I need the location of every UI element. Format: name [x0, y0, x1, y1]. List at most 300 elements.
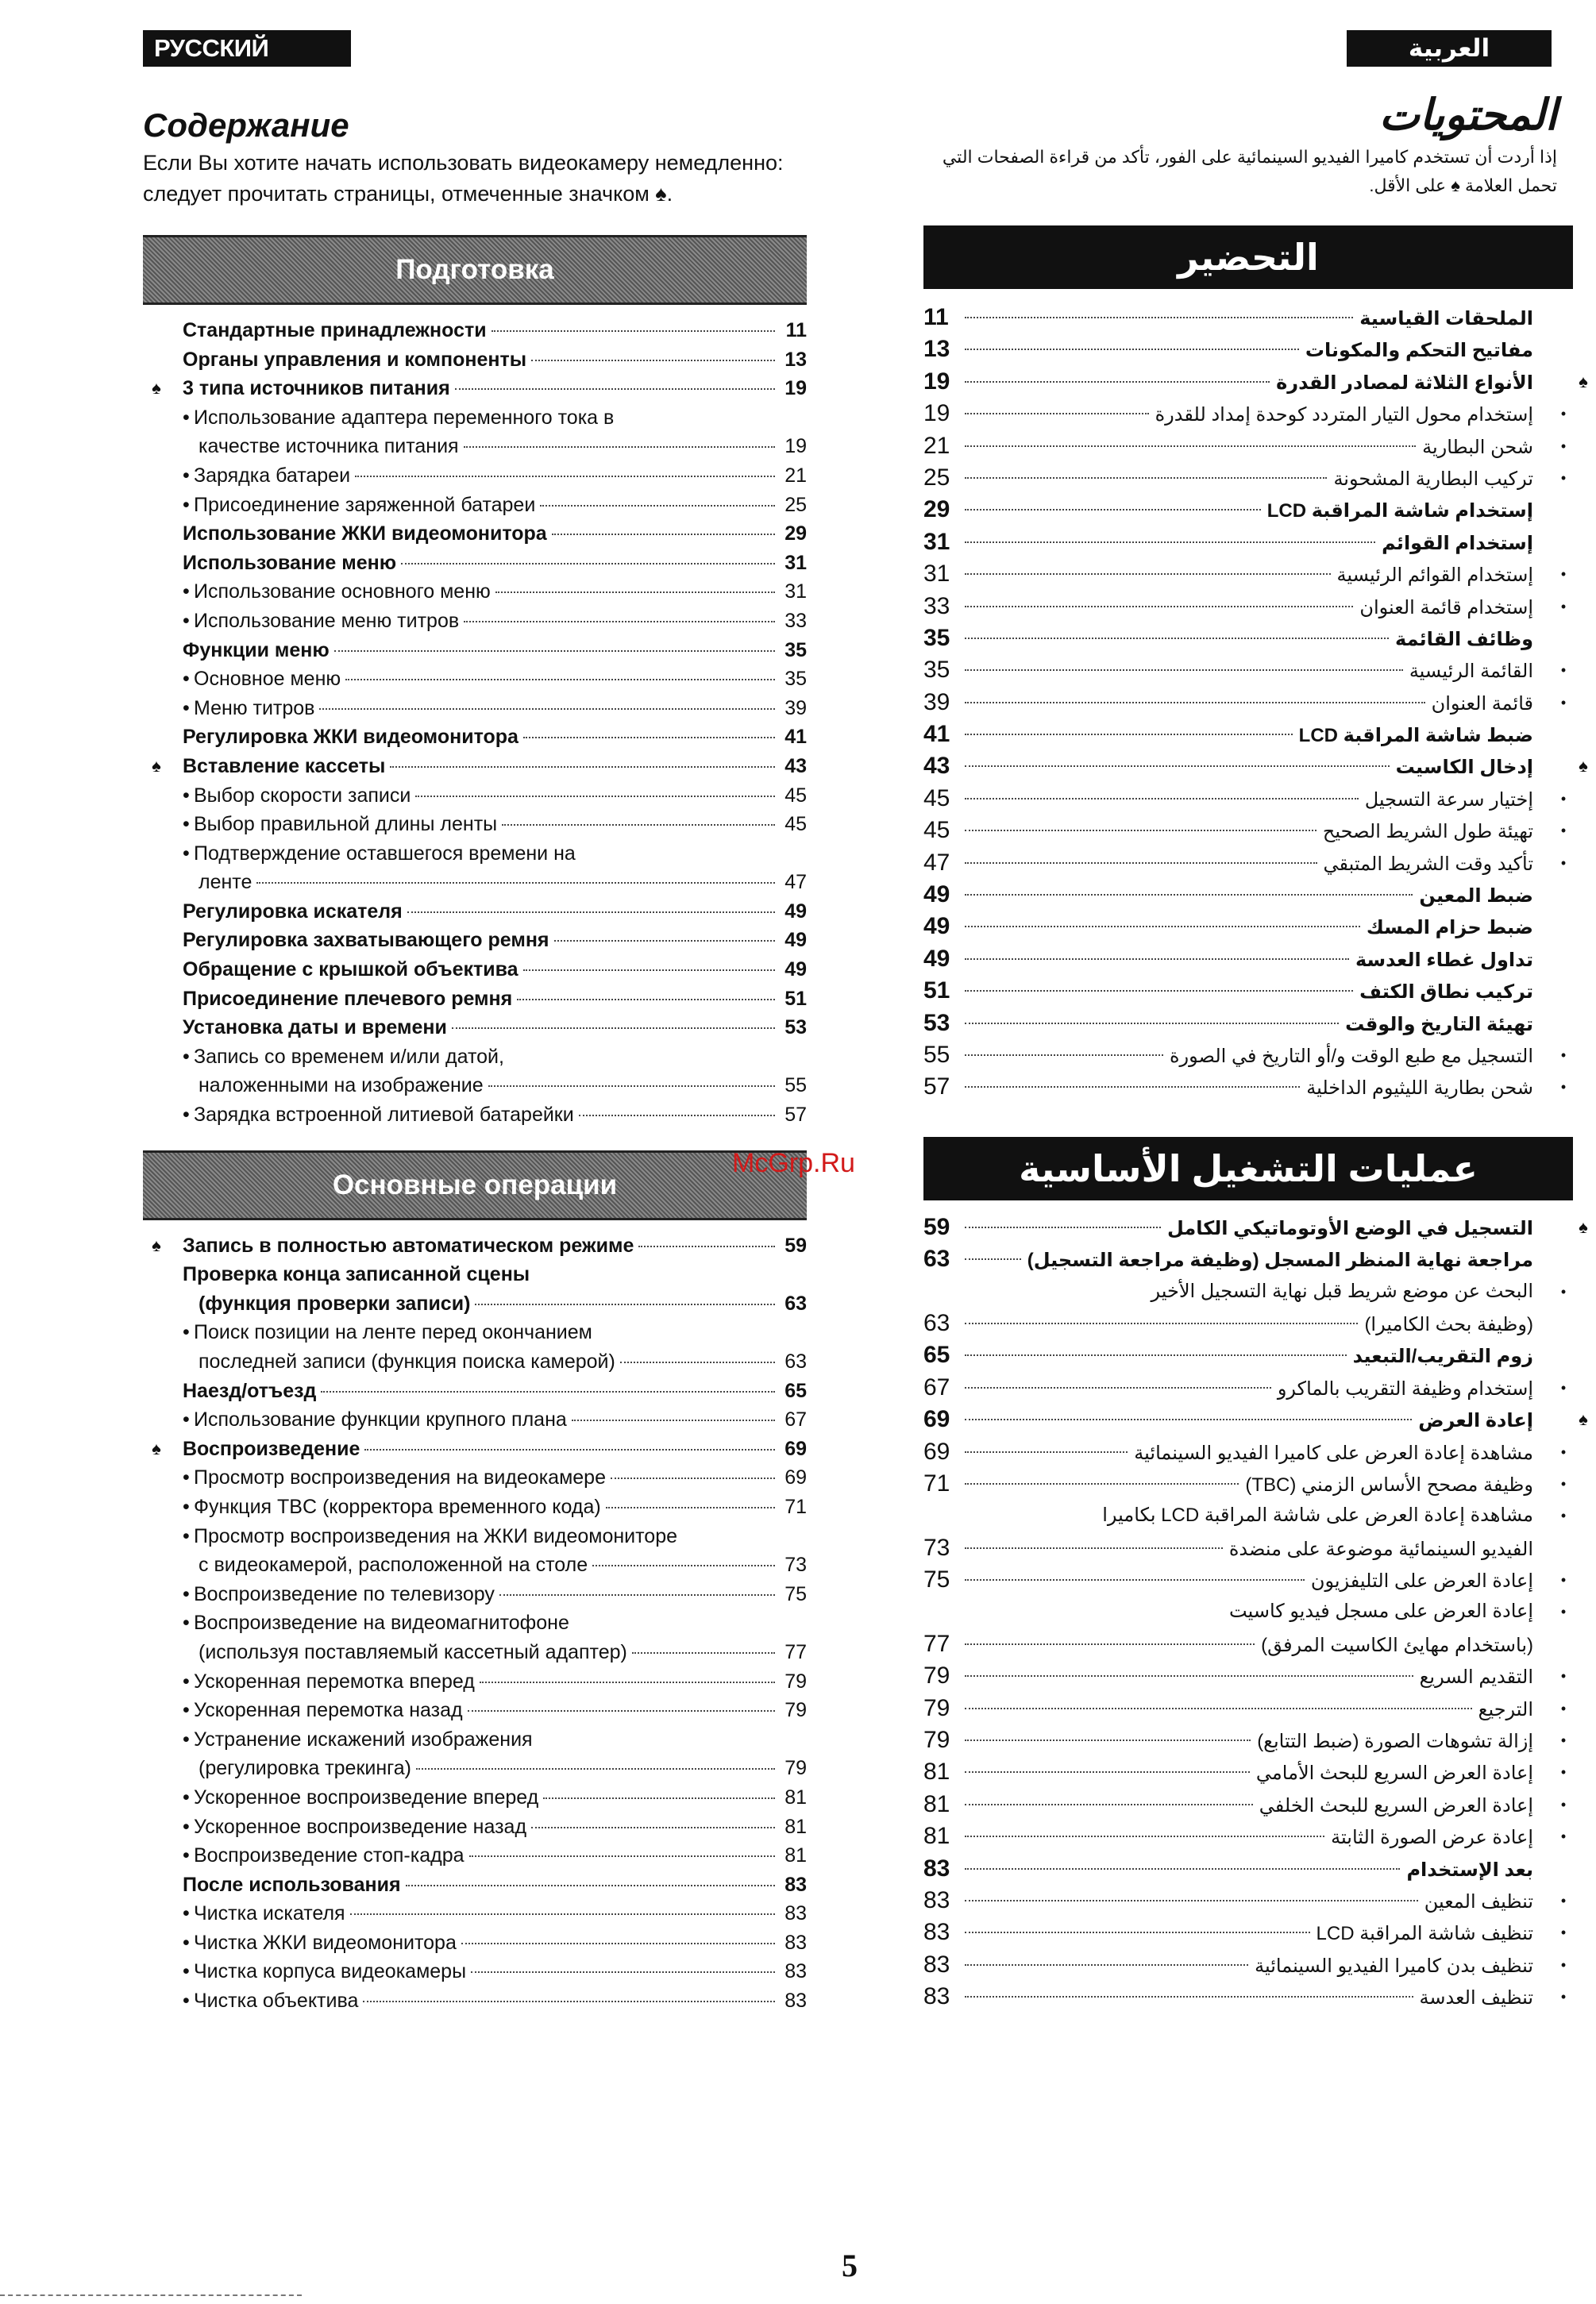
arabic-toc-entry-text: إستخدام قائمة العنوان [1359, 596, 1533, 618]
arabic-toc-entry [923, 1372, 1573, 1404]
bullet-icon: • [183, 406, 190, 429]
toc-entry-title [183, 491, 535, 520]
arabic-toc-entry-text: ضبط حزام المسك [1366, 917, 1533, 939]
toc-entry-text: Ускоренное воспроизведение назад [194, 1815, 527, 1838]
dot-leader [499, 1594, 775, 1596]
bullet-icon: • [183, 696, 190, 719]
bullet-icon: • [1560, 1079, 1567, 1096]
arabic-toc-entry-text: مشاهدة إعادة العرض على شاشة المراقبة LCD بكاميرا [1102, 1505, 1533, 1527]
arabic-toc-entry [923, 398, 1573, 430]
bullet-icon: • [1560, 1283, 1567, 1300]
bullet-icon: • [183, 1786, 190, 1809]
toc-entry [152, 374, 807, 403]
toc-page-number: 45 [923, 817, 950, 844]
toc-entry-continuation: ленте [199, 871, 253, 894]
dot-leader [464, 621, 775, 622]
dot-leader [464, 446, 775, 448]
toc-page-number: 59 [785, 1234, 807, 1257]
toc-entry-text: Воспроизведение стоп-кадра [194, 1844, 465, 1867]
toc-sub-entry [183, 1841, 807, 1871]
spade-icon: ♠ [1579, 756, 1588, 776]
arabic-toc-entry-text: إعادة العرض على مسجل فيديو كاسيت [1229, 1601, 1533, 1623]
toc-entry-text: Зарядка встроенной литиевой батарейки [194, 1104, 574, 1127]
arabic-toc-entry-text: (باستخدام مهايئ الكاسيت المرفق) [1261, 1634, 1533, 1656]
toc-page-number: 31 [785, 551, 807, 574]
toc-entry-row [183, 1463, 807, 1493]
toc-entry-text: Чистка искателя [194, 1902, 345, 1925]
arabic-toc-entry [923, 750, 1588, 782]
arabic-toc-entry [923, 462, 1573, 494]
toc-entry-title [183, 955, 519, 984]
dot-leader [495, 591, 775, 593]
toc-entry-text: Присоединение заряженной батареи [194, 493, 536, 516]
arabic-toc-entry [923, 1596, 1573, 1628]
toc-sub-entry [183, 403, 807, 461]
arabic-toc-entry [923, 1468, 1573, 1500]
toc-page-number: 49 [923, 913, 950, 940]
dot-leader [407, 911, 775, 913]
arabic-toc-entry-row [923, 333, 1573, 367]
toc-page-number: 75 [785, 1582, 807, 1605]
toc-entry-title [183, 810, 497, 839]
arabic-toc-entry-text: إعادة عرض الصورة الثابتة [1331, 1827, 1533, 1849]
toc-entry-title [183, 1580, 495, 1609]
toc-entry-row [183, 549, 807, 578]
toc-page-number: 25 [923, 464, 950, 491]
toc-entry-title [183, 1260, 530, 1289]
dot-leader [965, 477, 1327, 479]
toc-entry-row [183, 1667, 807, 1697]
toc-entry-title [183, 1100, 574, 1130]
arabic-section-banner-preparation: التحضير [923, 225, 1573, 289]
toc-entry-continuation: (регулировка трекинга) [199, 1757, 411, 1780]
toc-page-number: 51 [785, 987, 807, 1010]
toc-entry-row [183, 722, 807, 752]
toc-entry-row [183, 1609, 807, 1638]
spade-icon: ♠ [152, 755, 161, 776]
toc-entry [183, 926, 807, 955]
toc-entry-text: 3 типа источников питания [183, 377, 450, 400]
toc-entry-continuation-row [183, 1551, 807, 1580]
toc-entry-row [183, 491, 807, 520]
dot-leader [523, 737, 775, 738]
arabic-toc-entry [923, 1853, 1573, 1885]
bullet-icon: • [1560, 469, 1567, 486]
bullet-icon: • [183, 580, 190, 603]
russian-section-banner-preparation: Подготовка [143, 235, 807, 305]
toc-sub-entry [183, 491, 807, 520]
arabic-toc-entry-row [923, 1404, 1573, 1437]
dot-leader [965, 1086, 1300, 1088]
arabic-toc-entry-row [923, 719, 1573, 752]
toc-page-number: 19 [785, 377, 807, 400]
toc-page-number: 79 [785, 1670, 807, 1693]
arabic-toc-entry-text: التقديم السريع [1419, 1666, 1533, 1689]
bullet-icon: • [1560, 790, 1567, 807]
toc-entry [183, 1260, 807, 1318]
arabic-toc-entry-text: الترجيع [1478, 1698, 1533, 1720]
toc-entry-row [183, 1231, 807, 1261]
arabic-toc-entry-text: تهيئة التاريخ والوقت [1345, 1013, 1533, 1035]
arabic-toc-entry [923, 654, 1573, 686]
dot-leader [965, 669, 1403, 671]
russian-contents-column [143, 103, 807, 2016]
toc-page-number: 35 [923, 657, 950, 684]
toc-page-number: 19 [785, 435, 807, 458]
arabic-toc-entry [923, 1308, 1573, 1339]
toc-entry-text: Функции меню [183, 638, 330, 661]
toc-entry-text: Обращение с крышкой объектива [183, 958, 519, 981]
arabic-toc-entry [923, 1885, 1573, 1917]
arabic-toc-entry [923, 1532, 1573, 1564]
toc-entry-text: Выбор правильной длины ленты [194, 813, 498, 836]
dot-leader [965, 1836, 1324, 1837]
spade-icon: ♠ [1579, 371, 1588, 391]
toc-sub-entry [183, 1783, 807, 1813]
bullet-icon: • [1560, 1732, 1567, 1749]
toc-entry-continuation-row [183, 432, 807, 461]
dot-leader [965, 1964, 1248, 1966]
arabic-toc-entry-row [923, 1596, 1573, 1628]
toc-entry-text: Поиск позиции на ленте перед окончанием [194, 1321, 592, 1344]
spade-icon: ♠ [152, 1235, 161, 1255]
toc-entry-text: Ускоренная перемотка вперед [194, 1670, 475, 1693]
toc-sub-entry [183, 1667, 807, 1697]
dot-leader [965, 1868, 1400, 1870]
toc-entry-row [183, 1725, 807, 1755]
toc-entry-title [183, 1042, 504, 1072]
toc-entry-title [183, 1013, 447, 1042]
arabic-toc-entry-text: إستخدام القوائم الرئيسية [1336, 564, 1533, 587]
dot-leader [531, 1827, 775, 1828]
dot-leader [552, 534, 775, 535]
bullet-icon: • [183, 1104, 190, 1127]
dot-leader [965, 1708, 1472, 1709]
toc-page-number: 21 [923, 432, 950, 459]
toc-sub-entry [183, 1899, 807, 1928]
toc-entry-title [183, 665, 341, 694]
toc-entry-continuation: с видеокамерой, расположенной на столе [199, 1554, 588, 1577]
arabic-toc-entry [923, 1436, 1573, 1468]
bullet-icon: • [1560, 598, 1567, 615]
arabic-toc-entry-row [923, 1949, 1573, 1982]
toc-page-number: 53 [923, 1009, 950, 1036]
toc-entry-row [183, 374, 807, 403]
toc-entry-text: После использования [183, 1873, 401, 1896]
russian-page-title: Содержание [143, 106, 349, 144]
dot-leader [256, 882, 775, 884]
toc-entry-title [183, 1813, 526, 1842]
arabic-toc-entry [923, 366, 1588, 398]
arabic-toc-entry-row [923, 1372, 1573, 1405]
toc-entry-row [183, 1522, 807, 1551]
bullet-icon: • [183, 813, 190, 836]
toc-entry-row [183, 665, 807, 694]
arabic-toc-entry-row [923, 1308, 1573, 1341]
toc-entry-title [183, 519, 547, 549]
dot-leader [638, 1246, 775, 1247]
arabic-toc-entry [923, 1500, 1573, 1532]
arabic-toc-entry [923, 1628, 1573, 1660]
toc-entry-row [183, 955, 807, 984]
arabic-toc-preparation [923, 302, 1588, 1104]
arabic-toc-entry-text: تهيئة طول الشريط الصحيح [1322, 821, 1533, 843]
arabic-toc-entry-text: إستخدام القوائم [1382, 532, 1533, 554]
arabic-toc-entry [923, 430, 1573, 462]
arabic-toc-entry-text: إستخدام محول التيار المتردد كوحدة إمداد للقدرة [1155, 404, 1533, 426]
arabic-toc-entry [923, 1756, 1573, 1788]
arabic-toc-entry [923, 1949, 1573, 1981]
bullet-icon: • [1560, 662, 1567, 679]
toc-page-number: 51 [923, 977, 950, 1004]
toc-entry-title [183, 345, 526, 375]
arabic-toc-entry-text: إعادة العرض [1418, 1410, 1533, 1432]
bullet-icon: • [183, 842, 190, 865]
toc-sub-entry [183, 1957, 807, 1986]
toc-entry-title [183, 839, 576, 869]
arabic-toc-entry [923, 494, 1573, 526]
toc-entry-title [183, 1841, 465, 1871]
bullet-icon: • [1560, 1828, 1567, 1845]
arabic-toc-entry-text: تنظيف العدسة [1419, 1987, 1533, 2009]
russian-toc-basic-operations [143, 1231, 807, 2016]
toc-page-number: 29 [923, 496, 950, 523]
toc-entry [183, 316, 807, 345]
arabic-toc-entry-text: تركيب نطاق الكتف [1359, 981, 1533, 1004]
bullet-icon: • [1560, 1764, 1567, 1781]
arabic-toc-entry-text: تداول غطاء العدسة [1355, 949, 1533, 971]
toc-page-number: 11 [923, 304, 949, 330]
bullet-icon: • [1560, 1796, 1567, 1813]
toc-page-number: 77 [785, 1640, 807, 1663]
toc-sub-entry [183, 1318, 807, 1376]
bullet-icon: • [1560, 1956, 1567, 1973]
arabic-toc-entry [923, 1404, 1588, 1435]
toc-entry-title [183, 1667, 475, 1697]
toc-entry-title [183, 694, 314, 723]
toc-page-number: 65 [923, 1342, 950, 1369]
arabic-toc-entry-row [923, 1039, 1573, 1073]
toc-page-number: 47 [923, 849, 950, 876]
arabic-toc-entry [923, 879, 1573, 911]
toc-entry-title [183, 1783, 538, 1813]
toc-page-number: 83 [785, 1931, 807, 1954]
dot-leader [415, 796, 775, 797]
arabic-toc-entry-text: إعادة العرض السريع للبحث الخلفي [1259, 1794, 1533, 1817]
bullet-icon: • [1560, 823, 1567, 839]
arabic-toc-entry-text: ضبط شاشة المراقبة LCD [1298, 725, 1533, 747]
arabic-toc-entry-text: وظيفة مصحح الأساس الزمني (TBC) [1245, 1474, 1533, 1496]
toc-page-number: 81 [785, 1844, 807, 1867]
toc-sub-entry [183, 1696, 807, 1725]
toc-sub-entry [183, 1725, 807, 1783]
arabic-toc-entry-text: تنظيف بدن كاميرا الفيديو السينمائية [1255, 1955, 1533, 1977]
toc-entry-row [183, 1783, 807, 1813]
toc-sub-entry [183, 1813, 807, 1842]
toc-sub-entry [183, 577, 807, 607]
arabic-toc-entry-text: البحث عن موضع شريط قبل نهاية التسجيل الأخير [1151, 1280, 1533, 1302]
dot-leader [461, 1943, 775, 1944]
arabic-toc-entry-text: إدخال الكاسيت [1395, 757, 1533, 779]
dot-leader [350, 1913, 775, 1915]
toc-page-number: 83 [923, 1855, 950, 1882]
arabic-toc-entry-text: الملحقات القياسية [1359, 308, 1533, 329]
arabic-toc-entry-row [923, 1008, 1573, 1041]
arabic-toc-entry [923, 1789, 1573, 1820]
dot-leader [965, 638, 1389, 639]
dot-leader [965, 381, 1270, 383]
arabic-toc-entry-row [923, 1628, 1573, 1662]
dot-leader [965, 1643, 1255, 1645]
page-number: 5 [842, 2248, 858, 2283]
dot-leader [364, 1449, 775, 1451]
toc-entry-text: Запись в полностью автоматическом режиме [183, 1234, 634, 1257]
toc-entry-continuation: последней записи (функция поиска камерой) [199, 1350, 615, 1373]
bullet-icon: • [183, 1321, 190, 1344]
toc-entry-row [183, 519, 807, 549]
watermark: McGrp.Ru [732, 1148, 855, 1178]
toc-page-number: 81 [923, 1759, 950, 1786]
language-tab-arabic: العربية [1347, 30, 1552, 67]
toc-entry [183, 345, 807, 375]
toc-page-number: 41 [785, 726, 807, 749]
toc-page-number: 35 [785, 668, 807, 691]
bullet-icon: • [183, 609, 190, 632]
toc-entry-continuation-row [183, 868, 807, 897]
arabic-toc-entry-row [923, 1532, 1573, 1566]
scan-edge-line [0, 2294, 302, 2296]
toc-entry-row [183, 1871, 807, 1900]
toc-page-number: 79 [923, 1663, 950, 1689]
toc-page-number: 49 [785, 929, 807, 952]
bullet-icon: • [183, 1670, 190, 1693]
toc-entry-text: Ускоренная перемотка назад [194, 1699, 463, 1722]
toc-page-number: 77 [923, 1630, 950, 1657]
arabic-toc-entry-text: بعد الإستخدام [1406, 1859, 1533, 1881]
arabic-toc-entry-row [923, 1693, 1573, 1726]
dot-leader [965, 1483, 1239, 1485]
arabic-toc-entry-text: إستخدام وظيفة التقريب بالماكرو [1277, 1377, 1533, 1400]
dot-leader [965, 1451, 1128, 1453]
toc-page-number: 83 [785, 1873, 807, 1896]
arabic-toc-entry-text: تركيب البطارية المشحونة [1333, 468, 1533, 490]
toc-entry-row [183, 694, 807, 723]
bullet-icon: • [183, 1045, 190, 1068]
toc-entry-text: Регулировка захватывающего ремня [183, 929, 549, 952]
dot-leader [965, 798, 1359, 799]
bullet-icon: • [1560, 1508, 1567, 1524]
arabic-toc-entry-row [923, 1885, 1573, 1918]
arabic-toc-entry-text: وظائف القائمة [1395, 628, 1533, 650]
toc-entry-row [183, 577, 807, 607]
toc-entry-text: Присоединение плечевого ремня [183, 987, 513, 1010]
toc-page-number: 35 [785, 638, 807, 661]
toc-entry [183, 1871, 807, 1900]
toc-entry-title [183, 1928, 457, 1958]
toc-entry-title [183, 752, 385, 781]
bullet-icon: • [1560, 1379, 1567, 1396]
toc-page-number: 79 [923, 1694, 950, 1721]
toc-entry-title [183, 926, 549, 955]
toc-sub-entry [183, 1522, 807, 1580]
arabic-toc-entry [923, 1243, 1573, 1275]
toc-entry-text: Просмотр воспроизведения на ЖКИ видеомониторе [194, 1524, 677, 1547]
dot-leader [965, 1900, 1418, 1901]
toc-sub-entry [183, 1986, 807, 2016]
toc-page-number: 79 [785, 1757, 807, 1780]
toc-page-number: 83 [923, 1886, 950, 1913]
arabic-intro-text [923, 143, 1557, 200]
dot-leader [965, 990, 1353, 992]
arabic-toc-entry [923, 558, 1573, 590]
arabic-toc-entry-row [923, 558, 1573, 591]
bullet-icon: • [1560, 1572, 1567, 1589]
spade-icon: ♠ [1579, 1216, 1588, 1237]
arabic-toc-entry-row [923, 462, 1573, 495]
toc-page-number: 65 [785, 1379, 807, 1402]
toc-page-number: 21 [785, 464, 807, 487]
dot-leader [965, 862, 1317, 864]
bullet-icon: • [1560, 1700, 1567, 1716]
toc-page-number: 49 [785, 900, 807, 923]
arabic-toc-entry [923, 719, 1573, 750]
toc-entry-title [183, 1609, 569, 1638]
toc-entry-row [183, 607, 807, 636]
toc-sub-entry [183, 694, 807, 723]
arabic-toc-entry-text: تأكيد وقت الشريط المتبقي [1323, 853, 1533, 875]
toc-page-number: 67 [785, 1408, 807, 1431]
toc-entry-title [183, 1435, 360, 1464]
toc-entry-text: Использование основного меню [194, 580, 491, 603]
toc-sub-entry [183, 1463, 807, 1493]
toc-entry-row [183, 1435, 807, 1464]
dot-leader [965, 1547, 1223, 1549]
toc-page-number: 71 [923, 1470, 950, 1497]
toc-entry-text: Установка даты и времени [183, 1016, 447, 1039]
dot-leader [965, 1323, 1358, 1324]
dot-leader [965, 1675, 1413, 1677]
arabic-toc-entry-row [923, 687, 1573, 720]
arabic-toc-entry [923, 1039, 1573, 1071]
toc-page-number: 79 [923, 1727, 950, 1754]
dot-leader [492, 330, 775, 332]
arabic-toc-entry-row [923, 1436, 1573, 1470]
bullet-icon: • [183, 1524, 190, 1547]
arabic-toc-entry-row [923, 750, 1573, 784]
toc-page-number: 69 [923, 1438, 950, 1465]
dot-leader [592, 1565, 775, 1566]
arabic-toc-entry-text: تنظيف المعين [1424, 1890, 1533, 1913]
arabic-toc-entry-row [923, 879, 1573, 912]
toc-entry-continuation-row [183, 1638, 807, 1667]
dot-leader [579, 1115, 775, 1116]
toc-entry-text: Регулировка ЖКИ видеомонитора [183, 726, 519, 749]
arabic-toc-entry [923, 1981, 1573, 2013]
bullet-icon: • [183, 668, 190, 691]
arabic-toc-entry-row [923, 654, 1573, 688]
dot-leader [965, 1932, 1310, 1933]
toc-page-number: 25 [785, 493, 807, 516]
toc-page-number: 41 [923, 721, 950, 748]
arabic-toc-entry [923, 815, 1573, 846]
toc-entry [183, 897, 807, 927]
toc-entry-row [183, 810, 807, 839]
dot-leader [965, 1804, 1253, 1805]
dot-leader [475, 1304, 775, 1305]
dot-leader [523, 969, 775, 971]
toc-page-number: 13 [923, 336, 950, 363]
toc-page-number: 43 [785, 754, 807, 777]
